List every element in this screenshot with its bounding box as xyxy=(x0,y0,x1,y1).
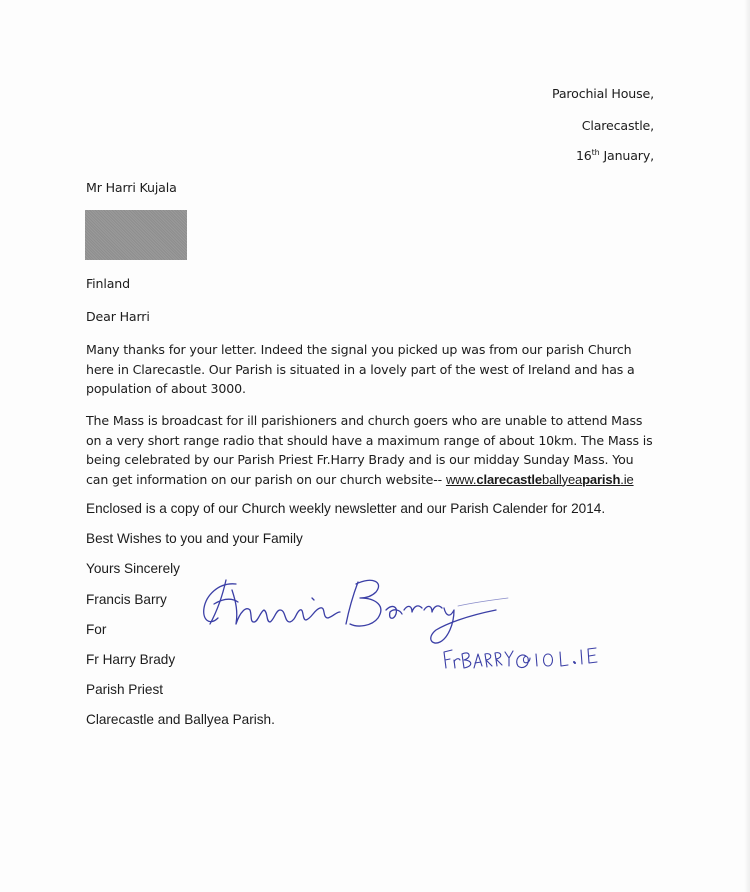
link-part-clarecastle: clarecastle xyxy=(476,471,542,487)
priest-title: Parish Priest xyxy=(86,682,164,697)
recipient-name: Mr Harri Kujala xyxy=(86,180,177,195)
link-part-ballyea: ballyea xyxy=(541,471,583,487)
date-suffix: th xyxy=(591,148,600,157)
date-day: 16 xyxy=(575,148,592,163)
paragraph-broadcast-text: The Mass is broadcast for ill parishioners and church goers who are unable to attend Mass on a very short range radio that should have a maximum range of about 10km. The Mass is being celebrated by our Parish Priest Fr.Harry Brady and is our midday Sunday Mass. You can get information on our parish on our church website-- xyxy=(86,413,653,487)
parish-website-link[interactable] xyxy=(446,472,634,487)
best-wishes: Best Wishes to you and your Family xyxy=(86,531,303,546)
link-tld: .ie xyxy=(620,471,634,487)
handwritten-signature xyxy=(196,568,656,678)
yours-sincerely: Yours Sincerely xyxy=(86,561,180,576)
date-month: January, xyxy=(599,148,654,163)
page-edge-shadow xyxy=(744,0,750,892)
redacted-address-block xyxy=(85,210,187,260)
link-www: www. xyxy=(445,471,477,487)
priest-name: Fr Harry Brady xyxy=(86,652,176,667)
letter-date xyxy=(576,148,654,163)
address-line-2: Clarecastle, xyxy=(581,118,654,133)
paragraph-thanks: Many thanks for your letter. Indeed the signal you picked up was from our parish Church here in Clarecastle. Our Parish is situated in a lovely part of the west of Ireland and has a population of about 3000. xyxy=(86,342,635,396)
link-part-parish: parish xyxy=(582,471,621,487)
enclosed-line: Enclosed is a copy of our Church weekly newsletter and our Parish Calender for 2014. xyxy=(86,501,606,516)
paragraph-broadcast xyxy=(86,411,656,489)
parish-name: Clarecastle and Ballyea Parish. xyxy=(86,712,275,727)
greeting: Dear Harri xyxy=(86,309,150,324)
for-label: For xyxy=(86,622,107,637)
signer-name: Francis Barry xyxy=(86,592,167,607)
recipient-country: Finland xyxy=(86,276,130,291)
address-line-1: Parochial House, xyxy=(551,86,654,101)
